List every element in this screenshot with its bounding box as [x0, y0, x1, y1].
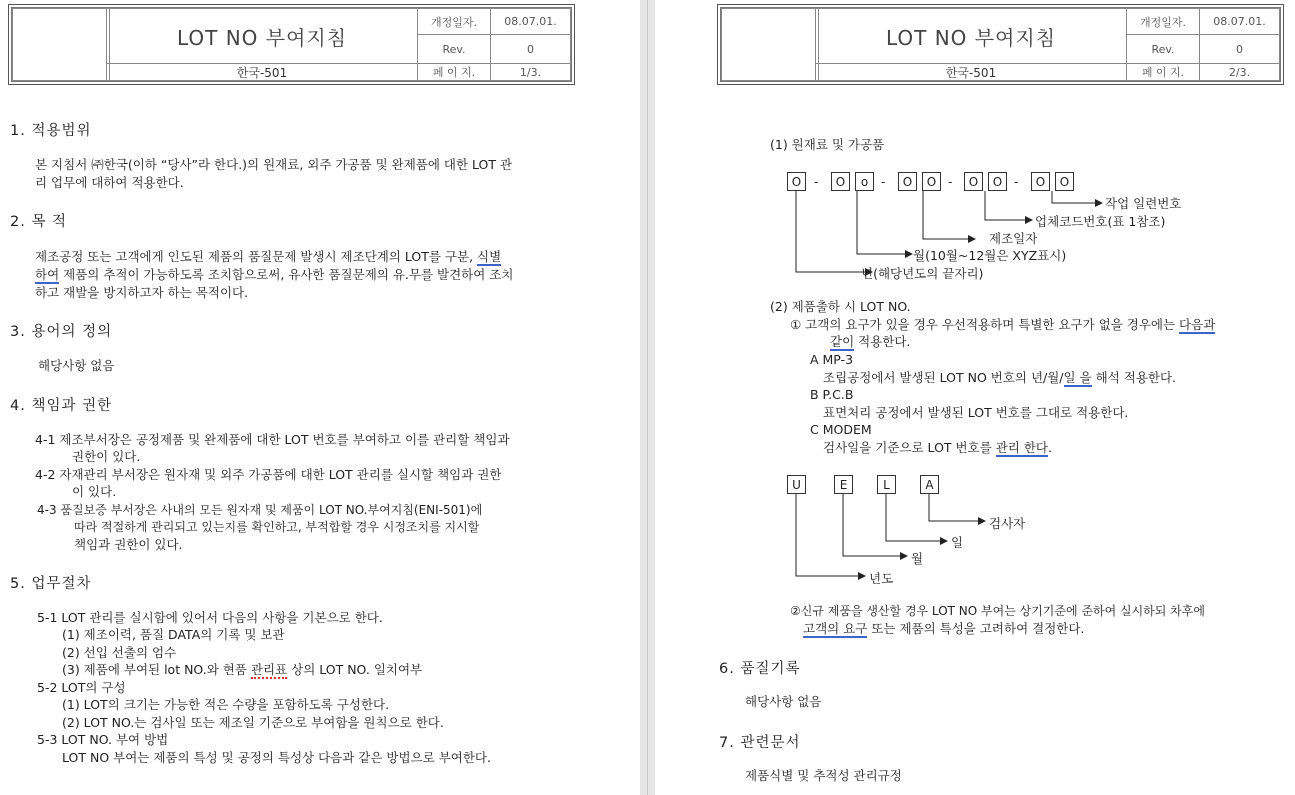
- lot-format-diagram-2-lines: [655, 0, 1295, 600]
- subitem-a-text: 조립공정에서 발생된 LOT NO 번호의 년/월/일 을 해석 적용한다.: [823, 370, 1177, 385]
- subitem-c-title: C MODEM: [810, 422, 872, 437]
- s4-3-line-1: 4-3 품질보증 부서장은 사내의 모든 원자재 및 제품이 LOT NO.부여지침(ENI-501)에: [37, 503, 483, 517]
- label-year: 년(해당년도의 끝자리): [861, 266, 984, 281]
- label-month: 월(10월~12월은 XYZ표시): [913, 248, 1067, 263]
- section-5-title: 5. 업무절차: [10, 576, 92, 592]
- s2-line-1: 제조공정 또는 고객에게 인도된 제품의 품질문제 발생시 제조단계의 LOT를 구분, 식별: [35, 249, 502, 264]
- s2-line-3: 하고 재발을 방지하고자 하는 목적이다.: [35, 285, 249, 300]
- s5-2-2: (2) LOT NO.는 검사일 또는 제조일 기준으로 부여함을 원칙으로 한다.: [62, 715, 444, 730]
- dash-sep: -: [948, 175, 953, 189]
- logo-cell: [12, 8, 110, 81]
- rev-value: 0: [490, 34, 571, 64]
- lot-digit-box: O: [787, 172, 806, 191]
- lot-digit-box: O: [964, 172, 983, 191]
- doc-code: 한국-501: [106, 63, 418, 81]
- page-divider: [647, 0, 648, 795]
- lot-char-box: E: [834, 475, 853, 494]
- s6-line-1: 해당사항 없음: [745, 694, 822, 709]
- s1-line-2: 리 업무에 대하여 적용한다.: [35, 175, 184, 190]
- label-manufacture-date: 제조일자: [989, 231, 1038, 246]
- label-month-2: 월: [911, 551, 924, 566]
- section-1-title: 1. 적용범위: [10, 123, 92, 139]
- label-inspector: 검사자: [989, 516, 1026, 531]
- subitem-a-title: A MP-3: [810, 352, 854, 367]
- doc-code: 한국-501: [815, 63, 1127, 81]
- lot-digit-box: O: [1031, 172, 1050, 191]
- rev-label: Rev.: [1126, 34, 1200, 64]
- revdate-value: 08.07.01.: [1199, 8, 1280, 35]
- s4-2-line-2: 이 있다.: [72, 484, 117, 499]
- lot-digit-box: O: [922, 172, 941, 191]
- p2-item-2-2-line-2: 고객의 요구 또는 제품의 특성을 고려하여 결정한다.: [803, 621, 1085, 636]
- lot-digit-box: o: [855, 172, 874, 191]
- s4-1-line-1: 4-1 제조부서장은 공정제품 및 완제품에 대한 LOT 번호를 부여하고 이를 관리할 책임과: [35, 432, 510, 447]
- s5-1-1: (1) 제조이력, 품질 DATA의 기록 및 보관: [62, 627, 285, 642]
- s5-2-1: (1) LOT의 크기는 가능한 적은 수량을 포함하도록 구성한다.: [62, 697, 390, 712]
- dash-sep: -: [1014, 175, 1019, 189]
- page-value: 2/3.: [1199, 63, 1280, 81]
- s4-3-line-3: 책임과 권한이 있다.: [74, 537, 183, 552]
- label-day: 일: [951, 535, 964, 550]
- label-serial-number: 작업 일련번호: [1105, 196, 1182, 211]
- label-vendor-code: 업체코드번호(표 1참조): [1035, 214, 1166, 229]
- s5-1-3: (3) 제품에 부여된 lot NO.와 현품 관리표 상의 LOT NO. 일치여부: [62, 662, 423, 677]
- page-label: 페 이 지.: [1126, 63, 1200, 81]
- dash-sep: -: [881, 175, 886, 189]
- s2-line-2: 하여 제품의 추적이 가능하도록 조치함으로써, 유사한 품질문제의 유.무를 발견하여 조치: [35, 267, 514, 282]
- doc-title: LOT NO 부여지침: [106, 8, 418, 64]
- rev-label: Rev.: [417, 34, 491, 64]
- subitem-b-text: 표면처리 공정에서 발생된 LOT 번호를 그대로 적용한다.: [823, 405, 1129, 420]
- section-4-title: 4. 책임과 권한: [10, 398, 113, 414]
- lot-char-box: L: [877, 475, 896, 494]
- subitem-b-title: B P.C.B: [810, 387, 854, 402]
- section-2-title: 2. 목 적: [10, 214, 68, 230]
- s5-1-2: (2) 선입 선출의 엄수: [62, 645, 177, 660]
- s5-3: 5-3 LOT NO. 부여 방법: [37, 732, 169, 747]
- p2-item-2-1-line-2: 같이 적용한다.: [830, 334, 911, 349]
- page-value: 1/3.: [490, 63, 571, 81]
- lot-digit-box: O: [988, 172, 1007, 191]
- lot-char-box: U: [787, 475, 806, 494]
- dash-sep: -: [814, 175, 819, 189]
- subitem-c-text: 검사일을 기준으로 LOT 번호를 관리 한다.: [823, 440, 1052, 455]
- rev-value: 0: [1199, 34, 1280, 64]
- doc-title: LOT NO 부여지침: [815, 8, 1127, 64]
- document-page-1: [0, 0, 640, 795]
- section-7-title: 7. 관련문서: [719, 735, 801, 751]
- section-6-title: 6. 품질기록: [719, 661, 801, 677]
- header-table: [8, 4, 575, 85]
- s5-3-1: LOT NO 부여는 제품의 특성 및 공정의 특성상 다음과 같은 방법으로 부여한다.: [62, 750, 491, 765]
- document-page-2: [655, 0, 1295, 795]
- lot-digit-box: O: [831, 172, 850, 191]
- label-year-2: 년도: [869, 571, 894, 586]
- s4-3-line-2: 따라 적절하게 관리되고 있는지를 확인하고, 부적합할 경우 시정조치를 지시할: [74, 520, 480, 534]
- p2-item-2-title: (2) 제품출하 시 LOT NO.: [770, 299, 911, 314]
- s5-2: 5-2 LOT의 구성: [37, 680, 126, 695]
- s4-2-line-1: 4-2 자재관리 부서장은 원자재 및 외주 가공품에 대한 LOT 관리를 실시할 책임과 권한: [35, 467, 502, 482]
- revdate-label: 개정일자.: [417, 8, 491, 35]
- lot-digit-box: O: [1055, 172, 1074, 191]
- s3-line-1: 해당사항 없음: [38, 358, 115, 373]
- lot-digit-box: O: [898, 172, 917, 191]
- page-label: 페 이 지.: [417, 63, 491, 81]
- s1-line-1: 본 지침서 ㈜한국(이하 “당사”라 한다.)의 원재료, 외주 가공품 및 완제품에 대한 LOT 관: [35, 157, 513, 172]
- p2-item-1-title: (1) 원재료 및 가공품: [770, 137, 885, 152]
- s5-1: 5-1 LOT 관리를 실시함에 있어서 다음의 사항을 기본으로 한다.: [37, 610, 383, 625]
- s4-1-line-2: 권한이 있다.: [72, 449, 141, 464]
- revdate-value: 08.07.01.: [490, 8, 571, 35]
- section-3-title: 3. 용어의 정의: [10, 324, 113, 340]
- revdate-label: 개정일자.: [1126, 8, 1200, 35]
- p2-item-2-2-line-1: ②신규 제품을 생산할 경우 LOT NO 부여는 상기기준에 준하여 실시하되 차후에: [790, 604, 1205, 618]
- s7-line-1: 제품식별 및 추적성 관리규정: [745, 768, 902, 783]
- lot-char-box: A: [920, 475, 939, 494]
- p2-item-2-1-line-1: ① 고객의 요구가 있을 경우 우선적용하며 특별한 요구가 없을 경우에는 다음과: [790, 317, 1216, 332]
